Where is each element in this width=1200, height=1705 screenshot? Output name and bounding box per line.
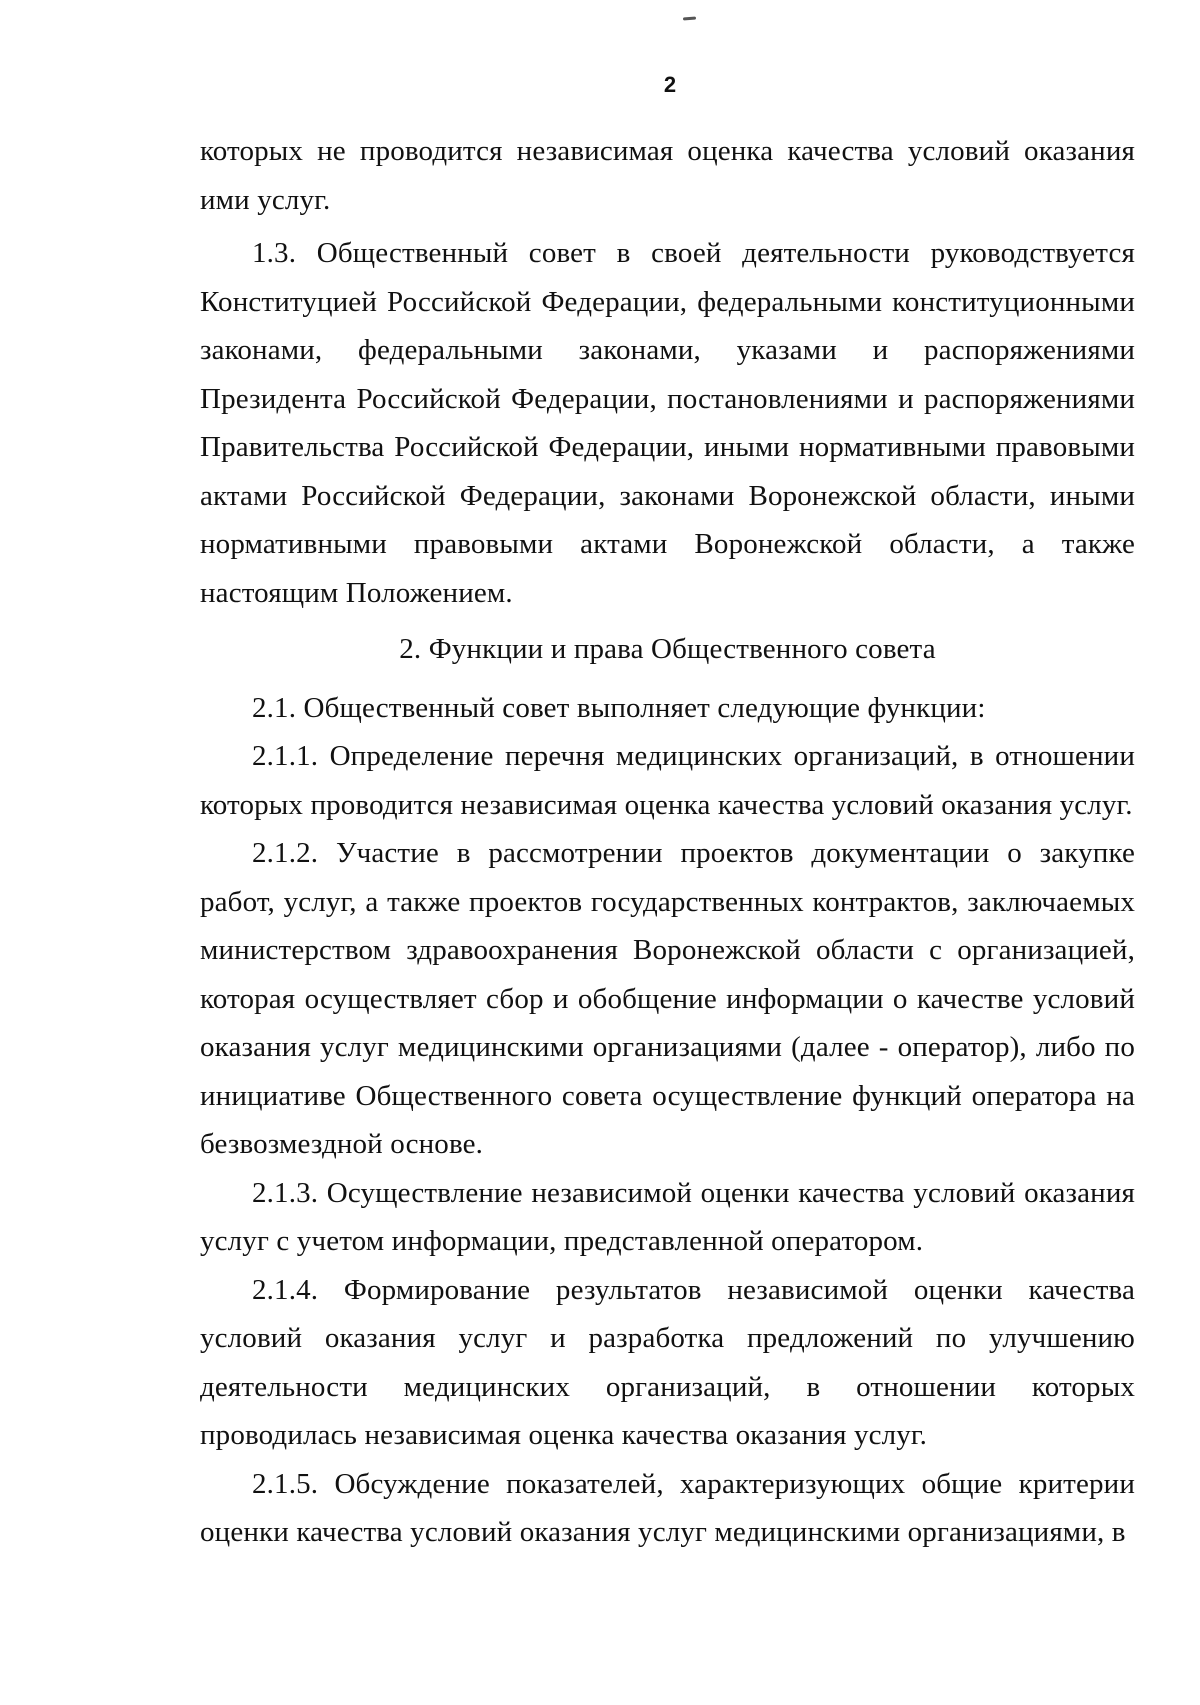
paragraph-1-3: 1.3. Общественный совет в своей деятельности руководствуется Конституцией Российской Федерации, федеральными конституционными законами, федеральными законами, указами и распоряжениями Президента Российской Федерации, постановлениями и распоряжениями Правительства Российской Федерации, иными нормативными правовыми актами Российской Федерации, законами Воронежской области, иными нормативными правовыми актами Воронежской области, а также настоящим Положением.: [200, 237, 1135, 609]
paragraph-continuation: которых не проводится независимая оценка качества условий оказания ими услуг.: [200, 135, 1135, 216]
scan-artifact: [683, 17, 696, 21]
paragraph-2-1-5: 2.1.5. Обсуждение показателей, характеризующих общие критерии оценки качества условий оказания услуг медицинскими организациями, в: [200, 1467, 1135, 1548]
paragraph-2-1-1: 2.1.1. Определение перечня медицинских организаций, в отношении которых проводится независимая оценка качества условий оказания услуг.: [200, 740, 1135, 821]
paragraph-2-1-3: 2.1.3. Осуществление независимой оценки качества условий оказания услуг с учетом информации, представленной оператором.: [200, 1176, 1135, 1257]
document-body: [200, 127, 1135, 1557]
page-number: 2: [663, 72, 677, 97]
paragraph-2-1-4: 2.1.4. Формирование результатов независимой оценки качества условий оказания услуг и разработка предложений по улучшению деятельности медицинских организаций, в отношении которых проводилась независимая оценка качества оказания услуг.: [200, 1273, 1135, 1451]
paragraph-2-1: 2.1. Общественный совет выполняет следующие функции:: [252, 691, 986, 724]
paragraph-2-1-2: 2.1.2. Участие в рассмотрении проектов документации о закупке работ, услуг, а также проектов государственных контрактов, заключаемых министерством здравоохранения Воронежской области с организацией, которая осуществляет сбор и обобщение информации о качестве условий оказания услуг медицинскими организациями (далее - оператор), либо по инициативе Общественного совета осуществление функций оператора на безвозмездной основе.: [200, 837, 1135, 1160]
section-heading: 2. Функции и права Общественного совета: [399, 633, 936, 665]
